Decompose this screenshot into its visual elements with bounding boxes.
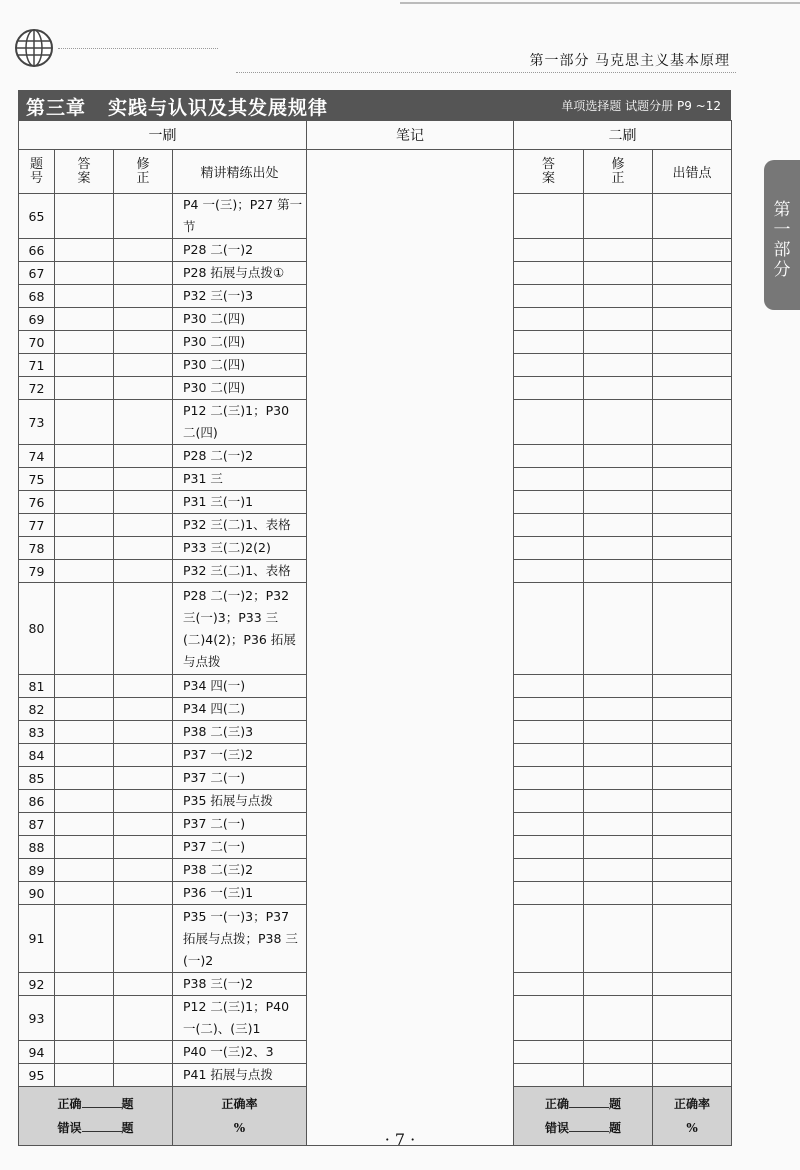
question-number: 80 bbox=[19, 583, 55, 675]
answer-cell-2[interactable] bbox=[514, 445, 584, 468]
header-dotted-line-lower bbox=[236, 72, 736, 73]
answer-cell[interactable] bbox=[55, 537, 114, 560]
answer-cell[interactable] bbox=[55, 836, 114, 859]
source-reference: P32 三(二)1、表格 bbox=[173, 560, 307, 583]
question-number: 87 bbox=[19, 813, 55, 836]
correction-cell[interactable] bbox=[114, 308, 173, 331]
answer-cell[interactable] bbox=[55, 859, 114, 882]
source-reference: P28 拓展与点拨① bbox=[173, 262, 307, 285]
correction-cell-2[interactable] bbox=[584, 537, 653, 560]
answer-cell[interactable] bbox=[55, 675, 114, 698]
answer-cell[interactable] bbox=[55, 491, 114, 514]
source-reference: P37 一(三)2 bbox=[173, 744, 307, 767]
source-reference: P35 一(一)3；P37 拓展与点拨；P38 三(一)2 bbox=[173, 905, 307, 973]
error-point-cell[interactable] bbox=[653, 882, 732, 905]
source-reference: P30 二(四) bbox=[173, 331, 307, 354]
answer-cell-2[interactable] bbox=[514, 721, 584, 744]
answer-cell[interactable] bbox=[55, 468, 114, 491]
answer-cell[interactable] bbox=[55, 996, 114, 1041]
answer-cell[interactable] bbox=[55, 354, 114, 377]
error-point-cell[interactable] bbox=[653, 859, 732, 882]
question-number: 67 bbox=[19, 262, 55, 285]
correction-cell-2[interactable] bbox=[584, 813, 653, 836]
correction-cell[interactable] bbox=[114, 996, 173, 1041]
question-number: 74 bbox=[19, 445, 55, 468]
question-number: 66 bbox=[19, 239, 55, 262]
answer-cell[interactable] bbox=[55, 400, 114, 445]
top-rule bbox=[400, 2, 800, 4]
answer-cell-2[interactable] bbox=[514, 1041, 584, 1064]
source-reference: P34 四(二) bbox=[173, 698, 307, 721]
notes-column[interactable] bbox=[307, 150, 514, 1146]
correction-cell-2[interactable] bbox=[584, 767, 653, 790]
source-reference: P28 二(一)2；P32 三(一)3；P33 三(二)4(2)；P36 拓展与点拨 bbox=[173, 583, 307, 675]
side-tab-label: 第一部分 bbox=[773, 200, 791, 280]
answer-cell[interactable] bbox=[55, 308, 114, 331]
error-point-cell[interactable] bbox=[653, 560, 732, 583]
col-correction: 修正 bbox=[114, 150, 173, 194]
correction-cell-2[interactable] bbox=[584, 560, 653, 583]
answer-record-table bbox=[18, 120, 732, 1146]
correction-cell-2[interactable] bbox=[584, 331, 653, 354]
error-point-cell[interactable] bbox=[653, 905, 732, 973]
error-point-cell[interactable] bbox=[653, 767, 732, 790]
error-point-cell[interactable] bbox=[653, 491, 732, 514]
question-number: 85 bbox=[19, 767, 55, 790]
correction-cell[interactable] bbox=[114, 491, 173, 514]
question-number: 83 bbox=[19, 721, 55, 744]
chapter-number: 第三章 bbox=[26, 97, 87, 119]
question-number: 65 bbox=[19, 194, 55, 239]
correction-cell[interactable] bbox=[114, 698, 173, 721]
answer-cell[interactable] bbox=[55, 285, 114, 308]
question-number: 93 bbox=[19, 996, 55, 1041]
correction-cell[interactable] bbox=[114, 354, 173, 377]
chapter-info: 单项选择题 试题分册 P9 ~12 bbox=[561, 99, 721, 113]
header-dotted-line bbox=[58, 48, 218, 49]
correction-cell[interactable] bbox=[114, 813, 173, 836]
source-reference: P40 一(三)2、3 bbox=[173, 1041, 307, 1064]
answer-cell[interactable] bbox=[55, 239, 114, 262]
col-question-number: 题号 bbox=[19, 150, 55, 194]
error-point-cell[interactable] bbox=[653, 194, 732, 239]
correction-cell[interactable] bbox=[114, 262, 173, 285]
question-number: 73 bbox=[19, 400, 55, 445]
correction-cell[interactable] bbox=[114, 583, 173, 675]
second-pass-rate: 正确率 % bbox=[653, 1087, 732, 1146]
question-number: 71 bbox=[19, 354, 55, 377]
correction-cell[interactable] bbox=[114, 400, 173, 445]
source-reference: P30 二(四) bbox=[173, 377, 307, 400]
source-reference: P36 一(三)1 bbox=[173, 882, 307, 905]
correction-cell[interactable] bbox=[114, 675, 173, 698]
answer-cell[interactable] bbox=[55, 331, 114, 354]
error-point-cell[interactable] bbox=[653, 973, 732, 996]
correction-cell-2[interactable] bbox=[584, 445, 653, 468]
source-reference: P37 二(一) bbox=[173, 767, 307, 790]
correction-cell[interactable] bbox=[114, 836, 173, 859]
answer-cell-2[interactable] bbox=[514, 491, 584, 514]
source-reference: P12 二(三)1；P40 一(二)、(三)1 bbox=[173, 996, 307, 1041]
col-error-point: 出错点 bbox=[653, 150, 732, 194]
error-point-cell[interactable] bbox=[653, 537, 732, 560]
answer-cell-2[interactable] bbox=[514, 377, 584, 400]
correction-cell-2[interactable] bbox=[584, 996, 653, 1041]
answer-cell[interactable] bbox=[55, 1041, 114, 1064]
answer-cell-2[interactable] bbox=[514, 354, 584, 377]
error-point-cell[interactable] bbox=[653, 675, 732, 698]
second-pass-header: 二刷 bbox=[514, 121, 732, 150]
source-reference: P38 三(一)2 bbox=[173, 973, 307, 996]
correction-cell[interactable] bbox=[114, 285, 173, 308]
answer-cell-2[interactable] bbox=[514, 468, 584, 491]
first-pass-rate: 正确率 % bbox=[173, 1087, 307, 1146]
answer-cell-2[interactable] bbox=[514, 973, 584, 996]
answer-cell[interactable] bbox=[55, 377, 114, 400]
chapter-title bbox=[26, 93, 328, 120]
answer-cell[interactable] bbox=[55, 445, 114, 468]
correction-cell-2[interactable] bbox=[584, 194, 653, 239]
source-reference: P32 三(一)3 bbox=[173, 285, 307, 308]
answer-cell-2[interactable] bbox=[514, 698, 584, 721]
answer-cell-2[interactable] bbox=[514, 813, 584, 836]
answer-cell-2[interactable] bbox=[514, 262, 584, 285]
correction-cell-2[interactable] bbox=[584, 836, 653, 859]
answer-cell-2[interactable] bbox=[514, 400, 584, 445]
error-point-cell[interactable] bbox=[653, 996, 732, 1041]
source-reference: P4 一(三)；P27 第一节 bbox=[173, 194, 307, 239]
question-number: 75 bbox=[19, 468, 55, 491]
answer-cell-2[interactable] bbox=[514, 308, 584, 331]
answer-cell[interactable] bbox=[55, 744, 114, 767]
correction-cell[interactable] bbox=[114, 239, 173, 262]
question-number: 69 bbox=[19, 308, 55, 331]
answer-cell[interactable] bbox=[55, 1064, 114, 1087]
error-point-cell[interactable] bbox=[653, 836, 732, 859]
error-point-cell[interactable] bbox=[653, 468, 732, 491]
answer-cell-2[interactable] bbox=[514, 675, 584, 698]
answer-cell-2[interactable] bbox=[514, 194, 584, 239]
question-number: 90 bbox=[19, 882, 55, 905]
correction-cell-2[interactable] bbox=[584, 468, 653, 491]
question-number: 86 bbox=[19, 790, 55, 813]
answer-cell-2[interactable] bbox=[514, 560, 584, 583]
answer-cell[interactable] bbox=[55, 583, 114, 675]
answer-cell[interactable] bbox=[55, 698, 114, 721]
question-number: 95 bbox=[19, 1064, 55, 1087]
correction-cell-2[interactable] bbox=[584, 583, 653, 675]
error-point-cell[interactable] bbox=[653, 239, 732, 262]
correction-cell-2[interactable] bbox=[584, 973, 653, 996]
question-number: 92 bbox=[19, 973, 55, 996]
correction-cell[interactable] bbox=[114, 445, 173, 468]
answer-cell-2[interactable] bbox=[514, 239, 584, 262]
source-reference: P35 拓展与点拨 bbox=[173, 790, 307, 813]
chapter-bar bbox=[18, 90, 731, 120]
answer-cell-2[interactable] bbox=[514, 882, 584, 905]
source-reference: P41 拓展与点拨 bbox=[173, 1064, 307, 1087]
correction-cell[interactable] bbox=[114, 767, 173, 790]
correction-cell-2[interactable] bbox=[584, 400, 653, 445]
correction-cell-2[interactable] bbox=[584, 262, 653, 285]
answer-cell-2[interactable] bbox=[514, 583, 584, 675]
correction-cell-2[interactable] bbox=[584, 1041, 653, 1064]
correction-cell[interactable] bbox=[114, 744, 173, 767]
correction-cell-2[interactable] bbox=[584, 675, 653, 698]
question-number: 68 bbox=[19, 285, 55, 308]
correction-cell[interactable] bbox=[114, 1041, 173, 1064]
correction-cell-2[interactable] bbox=[584, 285, 653, 308]
answer-cell-2[interactable] bbox=[514, 514, 584, 537]
error-point-cell[interactable] bbox=[653, 721, 732, 744]
answer-cell-2[interactable] bbox=[514, 744, 584, 767]
correction-cell-2[interactable] bbox=[584, 239, 653, 262]
correction-cell[interactable] bbox=[114, 194, 173, 239]
error-point-cell[interactable] bbox=[653, 377, 732, 400]
col-answer: 答案 bbox=[55, 150, 114, 194]
correction-cell[interactable] bbox=[114, 514, 173, 537]
error-point-cell[interactable] bbox=[653, 262, 732, 285]
source-reference: P37 二(一) bbox=[173, 836, 307, 859]
error-point-cell[interactable] bbox=[653, 354, 732, 377]
correction-cell-2[interactable] bbox=[584, 905, 653, 973]
running-header: 第一部分 马克思主义基本原理 bbox=[529, 53, 730, 69]
question-number: 91 bbox=[19, 905, 55, 973]
col-correction-2: 修正 bbox=[584, 150, 653, 194]
source-reference: P28 二(一)2 bbox=[173, 445, 307, 468]
correction-cell[interactable] bbox=[114, 721, 173, 744]
error-point-cell[interactable] bbox=[653, 445, 732, 468]
correction-cell[interactable] bbox=[114, 377, 173, 400]
correction-cell-2[interactable] bbox=[584, 514, 653, 537]
error-point-cell[interactable] bbox=[653, 744, 732, 767]
col-source: 精讲精练出处 bbox=[173, 150, 307, 194]
source-reference: P38 二(三)3 bbox=[173, 721, 307, 744]
answer-cell-2[interactable] bbox=[514, 767, 584, 790]
first-pass-summary: 正确 题 错误 题 bbox=[19, 1087, 173, 1146]
question-number: 84 bbox=[19, 744, 55, 767]
source-reference: P37 二(一) bbox=[173, 813, 307, 836]
answer-cell[interactable] bbox=[55, 973, 114, 996]
source-reference: P33 三(二)2(2) bbox=[173, 537, 307, 560]
question-number: 78 bbox=[19, 537, 55, 560]
correction-cell-2[interactable] bbox=[584, 744, 653, 767]
question-number: 70 bbox=[19, 331, 55, 354]
error-point-cell[interactable] bbox=[653, 331, 732, 354]
answer-cell[interactable] bbox=[55, 767, 114, 790]
answer-cell-2[interactable] bbox=[514, 331, 584, 354]
correction-cell[interactable] bbox=[114, 560, 173, 583]
correction-cell-2[interactable] bbox=[584, 790, 653, 813]
source-reference: P12 二(三)1；P30 二(四) bbox=[173, 400, 307, 445]
correction-cell-2[interactable] bbox=[584, 859, 653, 882]
globe-icon bbox=[14, 28, 54, 68]
error-point-cell[interactable] bbox=[653, 790, 732, 813]
correction-cell-2[interactable] bbox=[584, 308, 653, 331]
correction-cell[interactable] bbox=[114, 468, 173, 491]
section-side-tab bbox=[764, 160, 800, 310]
first-pass-header: 一刷 bbox=[19, 121, 307, 150]
question-number: 94 bbox=[19, 1041, 55, 1064]
correction-cell[interactable] bbox=[114, 331, 173, 354]
answer-cell[interactable] bbox=[55, 194, 114, 239]
answer-cell-2[interactable] bbox=[514, 285, 584, 308]
question-number: 88 bbox=[19, 836, 55, 859]
question-number: 76 bbox=[19, 491, 55, 514]
answer-cell-2[interactable] bbox=[514, 1064, 584, 1087]
error-point-cell[interactable] bbox=[653, 1064, 732, 1087]
answer-cell-2[interactable] bbox=[514, 790, 584, 813]
answer-cell-2[interactable] bbox=[514, 859, 584, 882]
answer-cell-2[interactable] bbox=[514, 905, 584, 973]
question-number: 81 bbox=[19, 675, 55, 698]
source-reference: P34 四(一) bbox=[173, 675, 307, 698]
answer-cell[interactable] bbox=[55, 560, 114, 583]
error-point-cell[interactable] bbox=[653, 813, 732, 836]
source-reference: P30 二(四) bbox=[173, 354, 307, 377]
error-point-cell[interactable] bbox=[653, 400, 732, 445]
correction-cell[interactable] bbox=[114, 973, 173, 996]
answer-cell[interactable] bbox=[55, 721, 114, 744]
correction-cell-2[interactable] bbox=[584, 1064, 653, 1087]
answer-cell[interactable] bbox=[55, 790, 114, 813]
source-reference: P28 二(一)2 bbox=[173, 239, 307, 262]
correction-cell[interactable] bbox=[114, 1064, 173, 1087]
correction-cell[interactable] bbox=[114, 537, 173, 560]
correction-cell-2[interactable] bbox=[584, 721, 653, 744]
source-reference: P32 三(二)1、表格 bbox=[173, 514, 307, 537]
answer-cell[interactable] bbox=[55, 514, 114, 537]
question-number: 79 bbox=[19, 560, 55, 583]
correction-cell-2[interactable] bbox=[584, 698, 653, 721]
error-point-cell[interactable] bbox=[653, 583, 732, 675]
question-number: 89 bbox=[19, 859, 55, 882]
error-point-cell[interactable] bbox=[653, 1041, 732, 1064]
question-number: 77 bbox=[19, 514, 55, 537]
correction-cell[interactable] bbox=[114, 790, 173, 813]
source-reference: P38 二(三)2 bbox=[173, 859, 307, 882]
second-pass-summary: 正确 题 错误 题 bbox=[514, 1087, 653, 1146]
source-reference: P31 三 bbox=[173, 468, 307, 491]
correction-cell[interactable] bbox=[114, 859, 173, 882]
correction-cell-2[interactable] bbox=[584, 354, 653, 377]
source-reference: P30 二(四) bbox=[173, 308, 307, 331]
chapter-name: 实践与认识及其发展规律 bbox=[108, 97, 329, 119]
correction-cell[interactable] bbox=[114, 882, 173, 905]
question-number: 82 bbox=[19, 698, 55, 721]
question-number: 72 bbox=[19, 377, 55, 400]
page-number: · 7 · bbox=[384, 1130, 416, 1149]
answer-cell[interactable] bbox=[55, 882, 114, 905]
answer-cell-2[interactable] bbox=[514, 537, 584, 560]
col-answer-2: 答案 bbox=[514, 150, 584, 194]
notes-header: 笔记 bbox=[307, 121, 514, 150]
answer-cell-2[interactable] bbox=[514, 836, 584, 859]
answer-cell-2[interactable] bbox=[514, 996, 584, 1041]
correction-cell-2[interactable] bbox=[584, 377, 653, 400]
error-point-cell[interactable] bbox=[653, 698, 732, 721]
correction-cell-2[interactable] bbox=[584, 491, 653, 514]
error-point-cell[interactable] bbox=[653, 285, 732, 308]
source-reference: P31 三(一)1 bbox=[173, 491, 307, 514]
error-point-cell[interactable] bbox=[653, 308, 732, 331]
answer-cell[interactable] bbox=[55, 813, 114, 836]
correction-cell[interactable] bbox=[114, 905, 173, 973]
answer-cell[interactable] bbox=[55, 262, 114, 285]
answer-cell[interactable] bbox=[55, 905, 114, 973]
correction-cell-2[interactable] bbox=[584, 882, 653, 905]
error-point-cell[interactable] bbox=[653, 514, 732, 537]
